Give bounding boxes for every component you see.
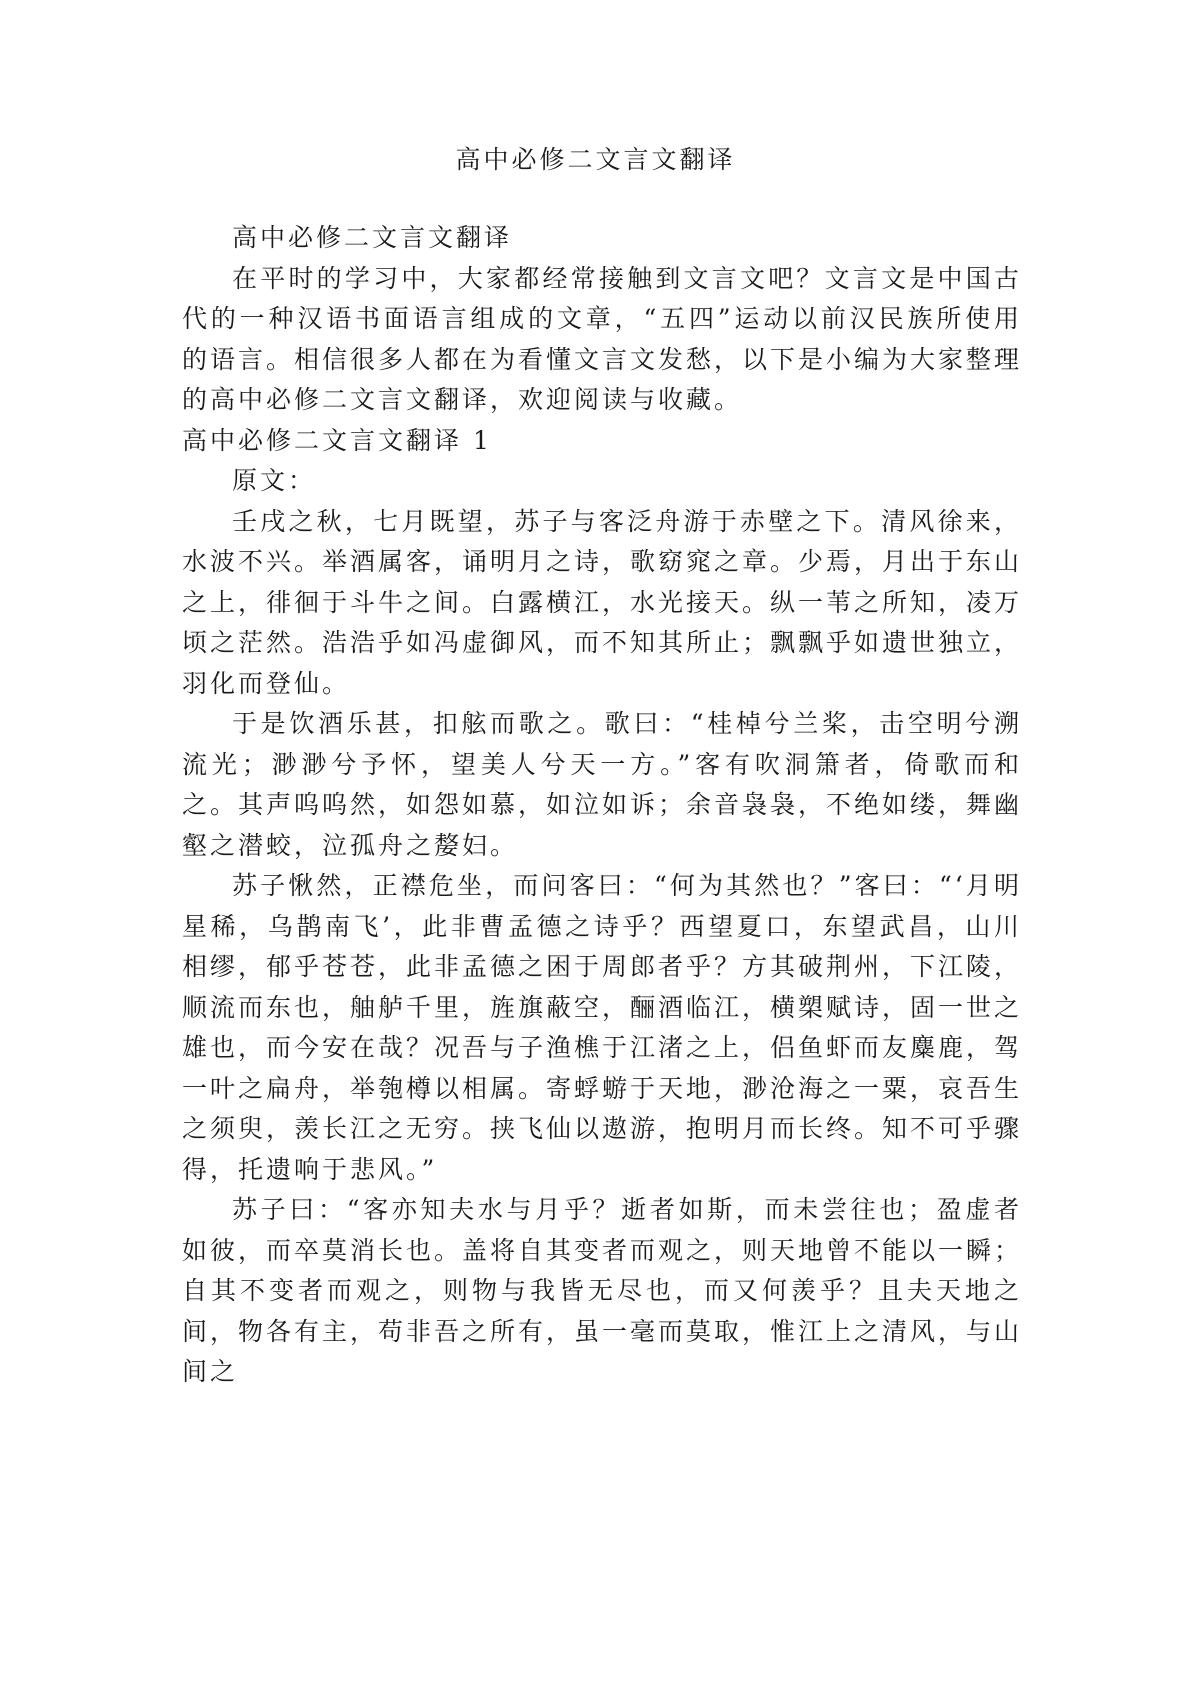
intro-paragraph: 在平时的学习中，大家都经常接触到文言文吧？文言文是中国古代的一种汉语书面语言组成的文章，“五四”运动以前汉民族所使用的语言。相信很多人都在为看懂文言文发愁，以下是小编为大家整理的高中必修二文言文翻译，欢迎阅读与收藏。 [182,263,1023,414]
text-paragraph-2: 于是饮酒乐甚，扣舷而歌之。歌曰：“桂棹兮兰桨，击空明兮溯流光；渺渺兮予怀，望美人兮天一方。”客有吹洞箫者，倚歌而和之。其声呜呜然，如怨如慕，如泣如诉；余音袅袅，不绝如缕，舞幽壑之潜蛟，泣孤舟之嫠妇。 [182,709,1023,860]
original-text-label: 原文： [232,466,317,495]
text-paragraph-1: 壬戌之秋，七月既望，苏子与客泛舟游于赤壁之下。清风徐来，水波不兴。举酒属客，诵明月之诗，歌窈窕之章。少焉，月出于东山之上，徘徊于斗牛之间。白露横江，水光接天。纵一苇之所知，凌万顷之茫然。浩浩乎如冯虚御风，而不知其所止；飘飘乎如遗世独立，羽化而登仙。 [182,506,1023,698]
text-paragraph-3: 苏子愀然，正襟危坐，而问客曰：“何为其然也？”客曰：“‘月明星稀，乌鹊南飞’，此非曹孟德之诗乎？西望夏口，东望武昌，山川相缪，郁乎苍苍，此非孟德之困于周郎者乎？方其破荆州，下江陵，顺流而东也，舳舻千里，旌旗蔽空，酾酒临江，横槊赋诗，固一世之雄也，而今安在哉？况吾与子渔樵于江渚之上，侣鱼虾而友麋鹿，驾一叶之扁舟，举匏樽以相属。寄蜉蝣于天地，渺沧海之一粟，哀吾生之须臾，羡长江之无穷。挟飞仙以遨游，抱明月而长终。知不可乎骤得，托遗响于悲风。” [182,871,1023,1184]
section-heading: 高中必修二文言文翻译 1 [182,425,492,455]
subtitle-paragraph: 高中必修二文言文翻译 [232,223,513,252]
document-title: 高中必修二文言文翻译 [455,145,736,174]
text-paragraph-4: 苏子曰：“客亦知夫水与月乎？逝者如斯，而未尝往也；盈虚者如彼，而卒莫消长也。盖将自其变者而观之，则天地曾不能以一瞬；自其不变者而观之，则物与我皆无尽也，而又何羡乎？且夫天地之间，物各有主，苟非吾之所有，虽一毫而莫取，惟江上之清风，与山间之 [182,1195,1023,1386]
document-body [182,218,1022,1393]
